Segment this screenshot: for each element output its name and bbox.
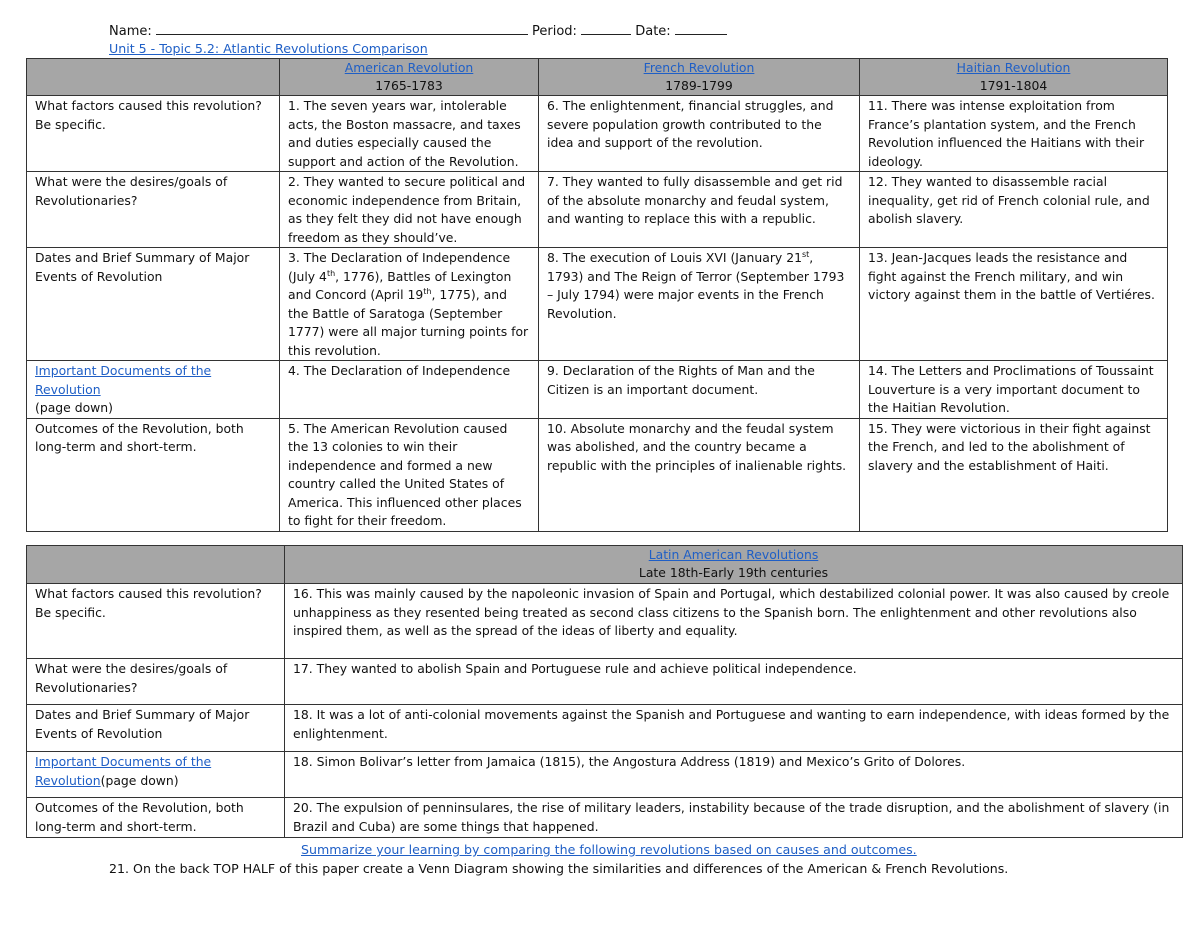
table-row: [27, 705, 1183, 752]
american-causes: 1. The seven years war, intolerable acts, the Boston massacre, and taxes and duties especially caused the support and action of the Revolution.: [280, 96, 539, 172]
table-row: [27, 248, 1168, 361]
period-label: Period:: [532, 24, 577, 39]
important-documents-link[interactable]: Important Documents of the Revolution: [35, 754, 212, 788]
unit-title-link[interactable]: Unit 5 - Topic 5.2: Atlantic Revolutions Comparison: [109, 41, 428, 56]
date-field[interactable]: [675, 22, 727, 35]
page-down-note: (page down): [100, 772, 179, 788]
header-blank-cell: [27, 546, 285, 584]
row-label-goals: What were the desires/goals of Revolutionaries?: [27, 659, 285, 705]
row-label-causes: What factors caused this revolution? Be specific.: [27, 584, 285, 659]
american-events-text-1: 3. The Declaration of Independence (July 4: [288, 250, 511, 284]
table-row: [27, 172, 1168, 248]
ordinal-suffix: th: [326, 268, 336, 278]
american-dates: 1765-1783: [375, 78, 443, 93]
haitian-events: 13. Jean-Jacques leads the resistance and fight against the French military, and win victory against them in the battle of Vertiéres.: [860, 248, 1168, 361]
american-goals: 2. They wanted to secure political and economic independence from Britain, as they felt they did not have enough freedom as they should’ve.: [280, 172, 539, 248]
unit-title: [109, 41, 428, 56]
row-label-events: Dates and Brief Summary of Major Events of Revolution: [27, 705, 285, 752]
row-label-causes: What factors caused this revolution? Be specific.: [27, 96, 280, 172]
haitian-causes: 11. There was intense exploitation from France’s plantation system, and the French Revolution influenced the Haitians with their ideology.: [860, 96, 1168, 172]
latin-american-outcomes: 20. The expulsion of penninsulares, the rise of military leaders, instability because of the trade disruption, and the abolishment of slavery (in Brazil and Cuba) are some things that happened.: [285, 798, 1183, 838]
row-label-events: Dates and Brief Summary of Major Events of Revolution: [27, 248, 280, 361]
french-outcomes: 10. Absolute monarchy and the feudal system was abolished, and the country became a republic with the principles of inalienable rights.: [539, 418, 860, 531]
venn-instruction: 21. On the back TOP HALF of this paper create a Venn Diagram showing the similarities and differences of the American & French Revolutions.: [109, 861, 1009, 876]
table-row: [27, 659, 1183, 705]
name-field[interactable]: [156, 22, 528, 35]
summary-link[interactable]: Summarize your learning by comparing the following revolutions based on causes and outcomes.: [301, 842, 917, 857]
important-documents-link[interactable]: Important Documents of the Revolution: [35, 363, 212, 397]
latin-american-causes: 16. This was mainly caused by the napoleonic invasion of Spain and Portugal, which destabilized colonial power. It was also caused by creole unhappiness as they resented being treated as second class citizens to the Spanish born. The enlightenment and other revolutions also inspired them, as well as the spread of the ideas of liberty and equality.: [285, 584, 1183, 659]
row-label-outcomes: Outcomes of the Revolution, both long-term and short-term.: [27, 418, 280, 531]
american-revolution-link[interactable]: American Revolution: [344, 60, 474, 75]
american-events-text-2: , 1776), Battles of Lexington and Concord (April 19: [288, 268, 512, 302]
table-row: [27, 798, 1183, 838]
haitian-goals: 12. They wanted to disassemble racial inequality, get rid of French colonial rule, and abolish slavery.: [860, 172, 1168, 248]
date-label: Date:: [635, 24, 671, 39]
latin-american-events: 18. It was a lot of anti-colonial movements against the Spanish and Portuguese and wanting to earn independence, with ideas formed by the enlightenment.: [285, 705, 1183, 752]
latin-american-revolutions-link[interactable]: Latin American Revolutions: [648, 547, 819, 562]
haitian-documents: 14. The Letters and Proclimations of Toussaint Louverture is a very important document to the Haitian Revolution.: [860, 361, 1168, 419]
page-down-note: (page down): [35, 400, 113, 415]
american-events-text-3: , 1775), and the Battle of Saratoga (September 1777) were all major turning points for this revolution.: [288, 287, 529, 358]
row-label-documents: [27, 361, 280, 419]
french-events-text-2: , 1793) and The Reign of Terror (September 1793 – July 1794) were major events in the French Revolution.: [547, 250, 845, 321]
french-documents: 9. Declaration of the Rights of Man and the Citizen is an important document.: [539, 361, 860, 419]
haitian-revolution-link[interactable]: Haitian Revolution: [956, 60, 1071, 75]
latin-american-goals: 17. They wanted to abolish Spain and Portuguese rule and achieve political independence.: [285, 659, 1183, 705]
french-revolution-link[interactable]: French Revolution: [643, 60, 755, 75]
summary-prompt: [301, 842, 917, 857]
haitian-dates: 1791-1804: [979, 78, 1048, 93]
table-row: [27, 96, 1168, 172]
row-label-documents: [27, 752, 285, 798]
american-documents: 4. The Declaration of Independence: [280, 361, 539, 419]
header-blank-cell: [27, 59, 280, 96]
french-dates: 1789-1799: [665, 78, 733, 93]
ordinal-suffix: st: [801, 249, 810, 259]
header-french: [539, 59, 860, 96]
table-row: [27, 584, 1183, 659]
american-events: [280, 248, 539, 361]
haitian-outcomes: 15. They were victorious in their fight against the French, and led to the abolishment of slavery and the establishment of Haiti.: [860, 418, 1168, 531]
row-label-goals: What were the desires/goals of Revolutionaries?: [27, 172, 280, 248]
latin-american-dates: Late 18th-Early 19th centuries: [638, 565, 829, 580]
american-outcomes: 5. The American Revolution caused the 13 colonies to win their independence and formed a new country called the United States of America. This influenced other places to fight for their freedom.: [280, 418, 539, 531]
table-row: [27, 361, 1168, 419]
name-label: Name:: [109, 24, 152, 39]
period-field[interactable]: [581, 22, 631, 35]
revolutions-comparison-table: [26, 58, 1168, 532]
header-american: [280, 59, 539, 96]
latin-american-documents: 18. Simon Bolivar’s letter from Jamaica (1815), the Angostura Address (1819) and Mexico’s Grito of Dolores.: [285, 752, 1183, 798]
french-causes: 6. The enlightenment, financial struggles, and severe population growth contributed to the idea and support of the revolution.: [539, 96, 860, 172]
table-row: [27, 418, 1168, 531]
student-info-line: [109, 22, 727, 39]
table-header-row: [27, 546, 1183, 584]
latin-american-revolutions-table: [26, 545, 1183, 838]
header-latin-american: [285, 546, 1183, 584]
ordinal-suffix: th: [423, 286, 432, 296]
header-haitian: [860, 59, 1168, 96]
french-goals: 7. They wanted to fully disassemble and get rid of the absolute monarchy and feudal system, and wanting to replace this with a republic.: [539, 172, 860, 248]
table-header-row: [27, 59, 1168, 96]
table-row: [27, 752, 1183, 798]
french-events-text-1: 8. The execution of Louis XVI (January 21: [547, 250, 802, 265]
french-events: [539, 248, 860, 361]
row-label-outcomes: Outcomes of the Revolution, both long-term and short-term.: [27, 798, 285, 838]
